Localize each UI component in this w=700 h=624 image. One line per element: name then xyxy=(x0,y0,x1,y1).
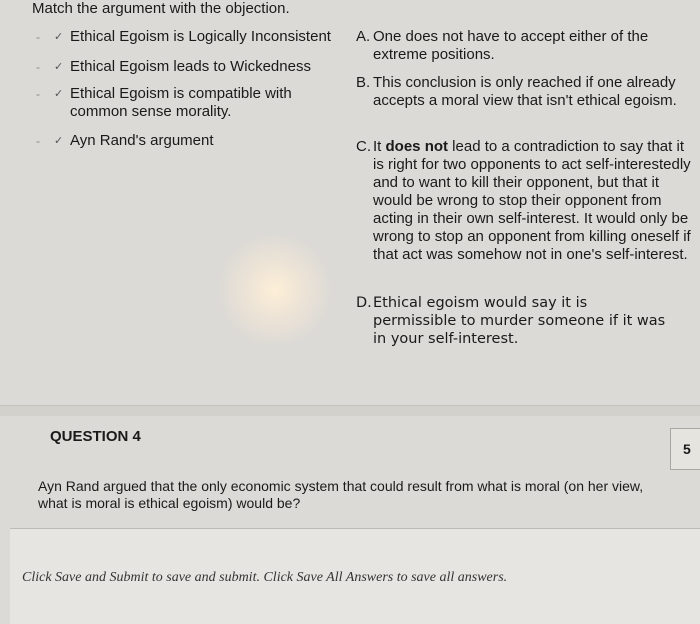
answer-option-d xyxy=(356,294,666,348)
question-title: QUESTION 4 xyxy=(50,428,141,445)
match-select-2[interactable]: - xyxy=(36,60,40,74)
match-row-3 xyxy=(36,85,310,121)
answer-option-b xyxy=(356,74,691,110)
answer-letter: B. xyxy=(356,74,371,91)
chevron-down-icon[interactable]: ✓ xyxy=(54,88,64,100)
answer-option-a xyxy=(356,28,691,64)
match-row-1 xyxy=(36,28,340,46)
question-text: Ayn Rand argued that the only economic system that could result from what is moral (on her view, what is moral is ethical egoism) would be? xyxy=(38,478,644,511)
answer-text: One does not have to accept either of the extreme positions. xyxy=(373,28,649,63)
instruction-text: Match the argument with the objection. xyxy=(32,0,290,17)
match-label-4: Ayn Rand's argument xyxy=(70,132,214,149)
answer-text: Ethical egoism would say it is permissible to murder someone if it was in your self-interest. xyxy=(373,295,666,347)
answer-text: It does not lead to a contradiction to say that it is right for two opponents to act self-interestedly and to want to kill their opponent, but that it would be wrong to stop their opponent from acting in their own self-interest. It would only be wrong to stop an opponent from killing oneself if that act was somehow not in one's self-interest. xyxy=(373,138,691,263)
match-label-1: Ethical Egoism is Logically Inconsistent xyxy=(70,28,331,45)
match-select-4[interactable]: - xyxy=(36,134,40,148)
answer-letter: D. xyxy=(356,295,372,311)
match-row-2 xyxy=(36,58,340,76)
chevron-down-icon[interactable]: ✓ xyxy=(54,31,64,43)
footer-note: Click Save and Submit to save and submit. Click Save All Answers to save all answers. xyxy=(22,570,508,585)
match-select-3[interactable]: - xyxy=(36,87,40,101)
section-divider xyxy=(0,405,700,416)
answer-letter: C. xyxy=(356,138,371,155)
match-label-2: Ethical Egoism leads to Wickedness xyxy=(70,58,311,75)
answer-letter: A. xyxy=(356,28,371,45)
match-label-3: Ethical Egoism is compatible with common sense morality. xyxy=(70,85,292,120)
match-select-1[interactable]: - xyxy=(36,30,40,44)
answer-option-c xyxy=(356,138,691,264)
chevron-down-icon[interactable]: ✓ xyxy=(54,61,64,73)
chevron-down-icon[interactable]: ✓ xyxy=(54,135,64,147)
match-row-4 xyxy=(36,132,340,150)
light-glare xyxy=(215,235,335,345)
answer-text: This conclusion is only reached if one already accepts a moral view that isn't ethical egoism. xyxy=(373,74,677,109)
points-badge: 5 xyxy=(670,428,700,470)
